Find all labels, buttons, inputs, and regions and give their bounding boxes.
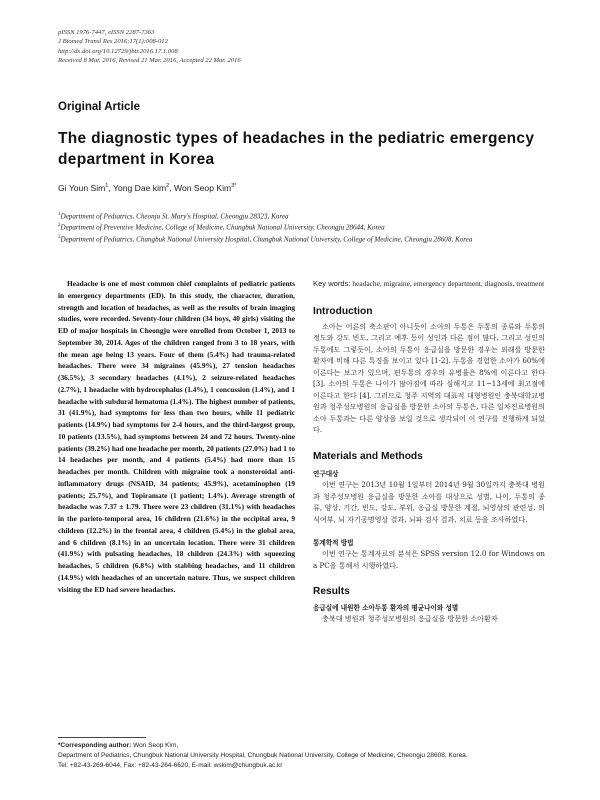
right-column <box>313 278 545 625</box>
corresponding-author-contact: Tel: +82-43-269-6044, Fax: +82-43-264-6620, E-mail: wskim@chungbuk.ac.kr <box>58 762 283 769</box>
affiliation-text: Department of Preventive Medicine, College of Medicine, Chungbuk National University, Cheongju 28644, Korea <box>60 223 385 232</box>
results-text: 충북대 병원과 청주성모병원의 응급실을 방문한 소아환자 <box>322 614 498 624</box>
results-heading: Results <box>313 586 350 598</box>
affiliation-sup: 2 <box>58 223 61 229</box>
author-affil-sup: 3* <box>231 183 237 190</box>
methods-subheading-statistics: 통계학적 방법 <box>313 539 354 548</box>
methods-subheading-subjects: 연구대상 <box>313 469 339 478</box>
methods-statistics-text: 이번 연구는 통계자료의 분석은 SPSS version 12.0 for Windows on a PC을 통해서 시행하였다. <box>313 549 545 570</box>
corresponding-author-line <box>58 741 558 751</box>
article-title: The diagnostic types of headaches in the pediatric emergency department in Korea <box>58 130 535 168</box>
keywords <box>313 278 545 290</box>
methods-subjects-text: 이번 연구는 2013년 10월 1일부터 2014년 9월 30일까지 충북대 병원과 청주성모병원 응급실을 방문한 소아를 대상으로 성별, 나이, 두통의 종류, 양상, 기간, 빈도, 강도, 부위, 응급실 방문한 계절, 뇌영상의 관련성, 의식여부, 뇌 자기공명영상 결과, 뇌파 검사 결과, 치료 등을 조사하였다. <box>313 479 545 524</box>
results-subheading: 응급실에 내원한 소아두통 환자의 평균나이와 성별 <box>313 604 459 613</box>
author-list <box>58 183 236 193</box>
keywords-text: headache, migraine, emergency department, diagnosis, treatment <box>350 279 545 288</box>
affiliation-sup: 3 <box>58 234 61 240</box>
footnote-divider <box>58 737 146 738</box>
affiliation-sup: 1 <box>58 212 61 217</box>
journal-citation: J Biomed Transl Res 2016;17(1):008-012 <box>58 38 168 46</box>
issn-line: pISSN 1976-7447, eISSN 2287-7363 <box>58 29 155 36</box>
keywords-label: Key words: <box>313 279 351 288</box>
affiliation-list <box>58 210 558 244</box>
affiliation-text: Department of Pediatrics, Cheonju St. Mary's Hospital, Cheongju 28323, Korea <box>60 212 289 221</box>
author-name: Yong Dae kim <box>112 183 167 193</box>
corresponding-author-label: *Corresponding author: <box>58 742 132 749</box>
methods-heading: Materials and Methods <box>313 450 423 462</box>
author-separator: , <box>169 183 175 193</box>
affiliation-item <box>58 210 558 221</box>
author-name: Won Seop Kim <box>174 183 232 193</box>
affiliation-item <box>58 233 558 244</box>
affiliation-text: Department of Pediatrics, Chungbuk National University Hospital, Chungbuk National University, College of Medicine, Cheongju 28608, Korea <box>60 235 473 244</box>
introduction-text: 소아는 어른의 축소판이 아니듯이 소아의 두통은 두통의 종류와 두통의 정도와 강도 빈도, 그리고 예후 등이 성인과 다른 점이 많다. 그리고 성인의 두통에도 그렇듯이, 소아의 두통이 응급실을 방문한 경우는 외래를 방문한 환자에 비해 다른 특징을 보이고 있다 [1-2]. 두통을 경험한 소아가 60%에 이른다는 보고가 있으며, 편두통의 경우의 유병율은 8%에 이른다고 한다 [3]. 소아의 두통은 나이가 많아짐에 따라 심해지고 11~13세에 최고점에 이른다고 한다 [4]. 그러므로 청주 지역의 대표적 대형병원인 충북대학교병원과 청주성모병원의 응급실을 방문한 소아의 두통은, 다른 일차진료병원의 소아 두통과는 다른 양상을 보일 것으로 생각되어 이 연구를 진행하게 되었다. <box>313 321 545 435</box>
affiliation-item <box>58 221 558 232</box>
submission-dates: Received 8 Mar. 2016, Revised 21 Mar. 2016, Accepted 22 Mar. 2016 <box>58 57 241 65</box>
author-affil-sup: 1 <box>105 183 109 190</box>
corresponding-author-address: Department of Pediatrics, Chungbuk National University Hospital, Chungbuk National University, College of Medicine, Cheongju 28608, Korea. <box>58 752 468 759</box>
author-affil-sup: 2 <box>166 183 170 190</box>
corresponding-author-name: Won Seop Kim, <box>131 742 179 749</box>
author-separator: , <box>108 183 113 193</box>
journal-header <box>58 28 558 66</box>
introduction-heading: Introduction <box>313 305 373 317</box>
doi-link[interactable]: http://dx.doi.org/10.12729/jbtr.2016.17.1.008 <box>58 47 178 55</box>
article-type: Original Article <box>58 101 141 113</box>
abstract-text: Headache is one of most common chief complaints of pediatric patients in emergency departments (ED). In this study, the character, duration, strength and location of headaches, as well as the results of brain imaging studies, were recorded. Seventy-four children (34 boys, 40 girls) visiting the ED of major hospitals in Cheongju were enrolled from October 1, 2013 to September 30, 2014. Ages of the children ranged from 3 to 18 years, with the mean age being 13 years. Four of them (5.4%) had trauma-related headaches. There were 34 migraines (45.9%), 27 tension headaches (36.5%), 3 secondary headaches (4.1%), 2 seizure-related headaches (2.7%), 1 headache with hydrocephalus (1.4%), 1 concussion (1.4%), and 1 headache with subdural hematoma (1.4%). The highest number of patients, 31 (41.9%), had symptoms for less than two hours, while 11 pediatric patients (14.9%) had symptoms for 2-4 hours, and the third-largest group, 10 patients (13.5%), had symptoms between 24 and 72 hours. Twenty-nine patients (39.2%) had one headache per month, 20 patients (27.0%) had 1 to 14 headaches per month, and 4 patients (5.4%) had more than 15 headaches per month. Children with migraine took a nonsteroidal anti-inflammatory drugs (NSAID, 34 patients; 45.9%), acetaminophen (19 patients; 25.7%), and Topiramate (1 patient; 1.4%). Average strength of headache was 7.37 ± 1.79. There were 23 children (31.1%) with headaches in the parieto-temporal area, 16 children (21.6%) in the occipital area, 9 children (12.2%) in the frontal area, 4 children (5.4%) in the global area, and 6 children (8.1%) in an uncertain location. There were 31 children (41.9%) with pulsating headaches, 18 children (24.3%) with squeezing headaches, 5 children (6.8%) with stabbing headaches, and 11 children (14.9%) with headaches of an uncertain nature. Thus, we suspect children visiting the ED had severe headaches. <box>58 279 295 594</box>
author-name: Gi Youn Sim <box>58 183 106 193</box>
corresponding-author-note <box>58 741 558 771</box>
